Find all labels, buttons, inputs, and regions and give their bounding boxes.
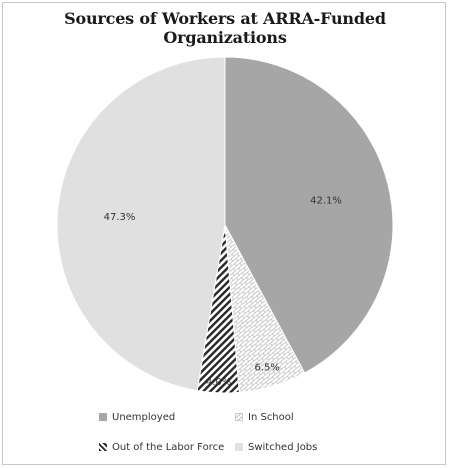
- pie-slice-label-unemployed: 42.1%: [310, 195, 342, 207]
- legend-item-switched-jobs: [235, 442, 317, 453]
- legend-swatch-out-of-labor-force: [99, 443, 107, 451]
- legend-label-in-school: In School: [248, 411, 294, 423]
- legend-item-out-of-labor-force: [99, 442, 235, 453]
- pie-slice-switched-jobs: [57, 57, 225, 391]
- legend-swatch-in-school: [235, 413, 243, 421]
- legend-swatch-switched-jobs: [235, 443, 243, 451]
- pie-slice-label-out-of-the-labor-force: 4.0%: [205, 377, 232, 389]
- pie-slices: [57, 57, 393, 393]
- legend-label-switched-jobs: Switched Jobs: [248, 441, 318, 453]
- chart-title: Sources of Workers at ARRA-Funded Organizations: [64, 9, 386, 47]
- legend-item-in-school: [235, 412, 294, 423]
- legend-label-out-of-labor-force: Out of the Labor Force: [112, 441, 225, 453]
- pie-chart: [3, 3, 447, 466]
- pie-slice-label-switched-jobs: 47.3%: [103, 212, 136, 224]
- pie-slice-label-in-school: 6.5%: [254, 362, 280, 374]
- legend-label-unemployed: Unemployed: [112, 411, 176, 423]
- legend-item-unemployed: [99, 412, 235, 423]
- legend-swatch-unemployed: [99, 413, 107, 421]
- chart-frame: [2, 2, 446, 465]
- legend: [99, 409, 429, 469]
